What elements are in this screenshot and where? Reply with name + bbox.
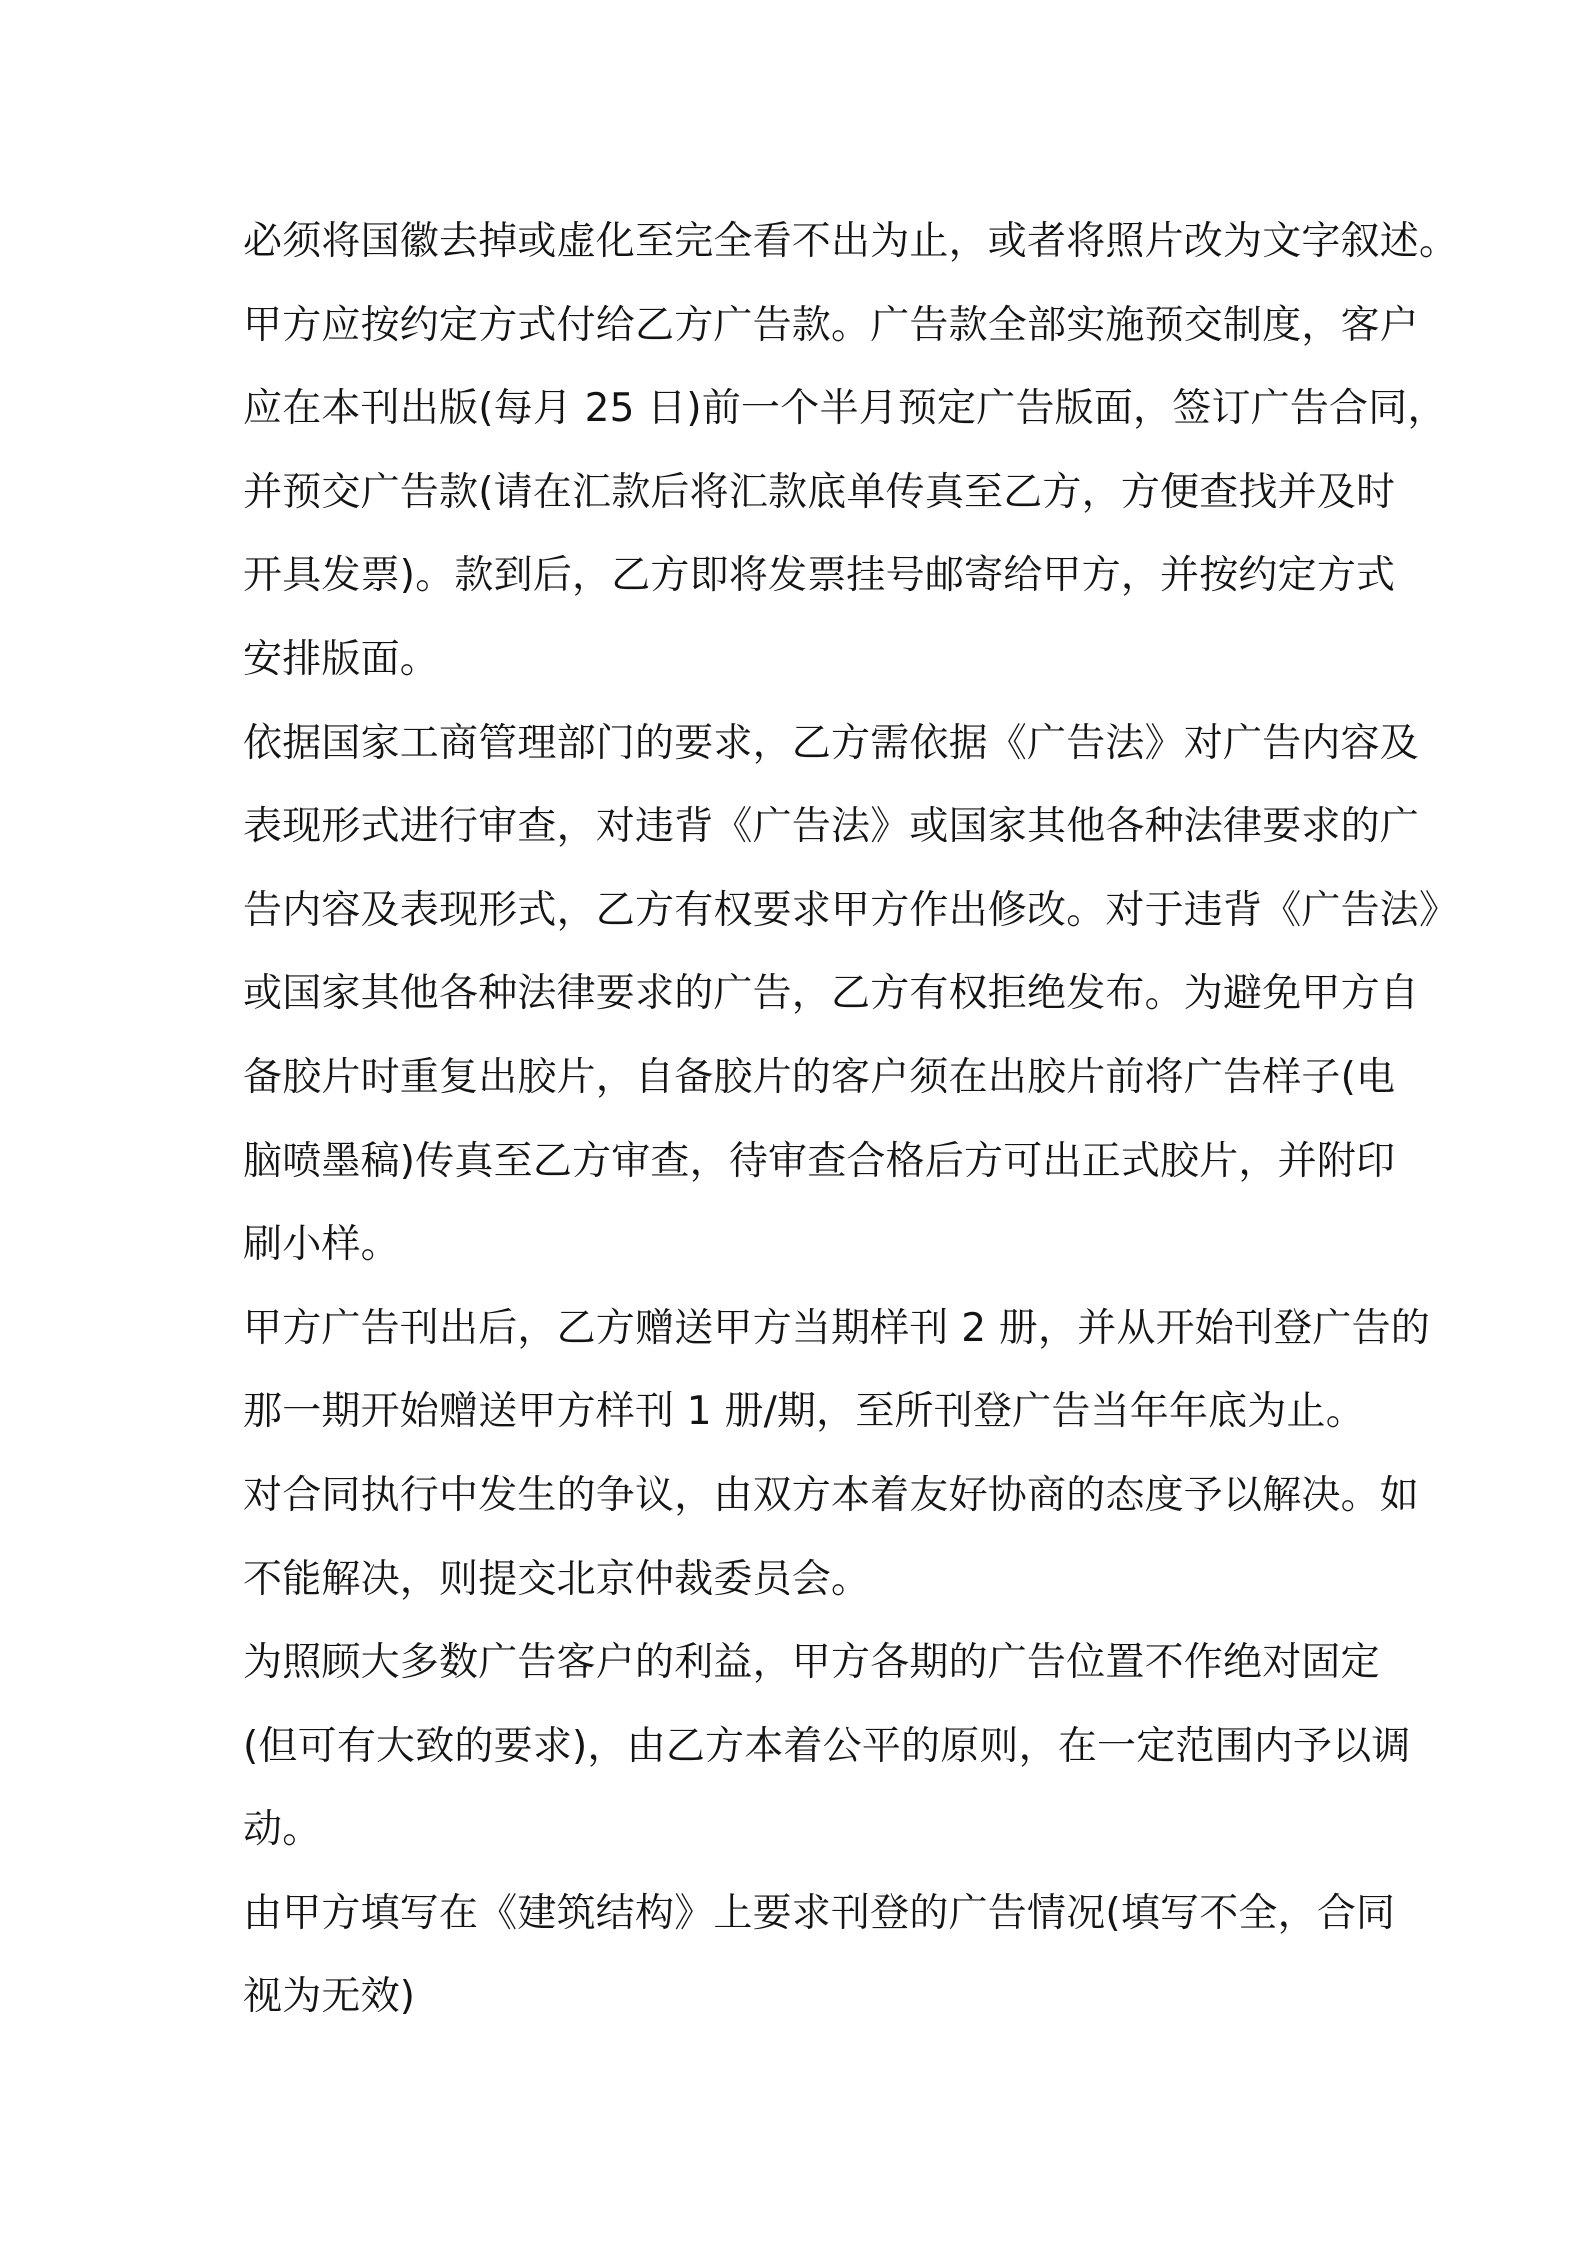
text-line: 那一期开始赠送甲方样刊 1 册/期，至所刊登广告当年年底为止。 xyxy=(243,1389,1365,1435)
text-line: 安排版面。 xyxy=(243,636,440,682)
text-line: 表现形式进行审查，对违背《广告法》或国家其他各种法律要求的广 xyxy=(243,804,1420,850)
text-line: 必须将国徽去掉或虚化至完全看不出为止，或者将照片改为文字叙述。 xyxy=(243,219,1459,264)
text-line: 动。 xyxy=(243,1807,322,1853)
text-line: 对合同执行中发生的争议，由双方本着友好协商的态度予以解决。如 xyxy=(243,1472,1420,1518)
document-body xyxy=(243,200,1459,2039)
text-line: 为照顾大多数广告客户的利益，甲方各期的广告位置不作绝对固定 xyxy=(243,1640,1380,1686)
text-line: (但可有大致的要求)，由乙方本着公平的原则，在一定范围内予以调 xyxy=(243,1723,1411,1769)
text-line: 或国家其他各种法律要求的广告，乙方有权拒绝发布。为避免甲方自 xyxy=(243,971,1420,1017)
text-line: 视为无效) xyxy=(243,1974,416,2020)
text-line: 脑喷墨稿)传真至乙方审查，待审查合格后方可出正式胶片，并附印 xyxy=(243,1138,1396,1184)
text-line: 应在本刊出版(每月 25 日)前一个半月预定广告版面，签订广告合同， xyxy=(243,386,1447,432)
text-line: 甲方应按约定方式付给乙方广告款。广告款全部实施预交制度，客户 xyxy=(243,302,1420,348)
text-line: 备胶片时重复出胶片，自备胶片的客户须在出胶片前将广告样子(电 xyxy=(243,1054,1396,1100)
text-line: 刷小样。 xyxy=(243,1222,400,1268)
text-line: 甲方广告刊出后，乙方赠送甲方当期样刊 2 册，并从开始刊登广告的 xyxy=(243,1305,1431,1351)
text-line: 不能解决，则提交北京仲裁委员会。 xyxy=(243,1556,871,1602)
text-line: 由甲方填写在《建筑结构》上要求刊登的广告情况(填写不全，合同 xyxy=(243,1890,1396,1936)
text-line: 告内容及表现形式，乙方有权要求甲方作出修改。对于违背《广告法》 xyxy=(243,887,1459,933)
text-line: 开具发票)。款到后，乙方即将发票挂号邮寄给甲方，并按约定方式 xyxy=(243,553,1396,599)
text-line: 依据国家工商管理部门的要求，乙方需依据《广告法》对广告内容及 xyxy=(243,720,1420,766)
text-line: 并预交广告款(请在汇款后将汇款底单传真至乙方，方便查找并及时 xyxy=(243,469,1396,515)
